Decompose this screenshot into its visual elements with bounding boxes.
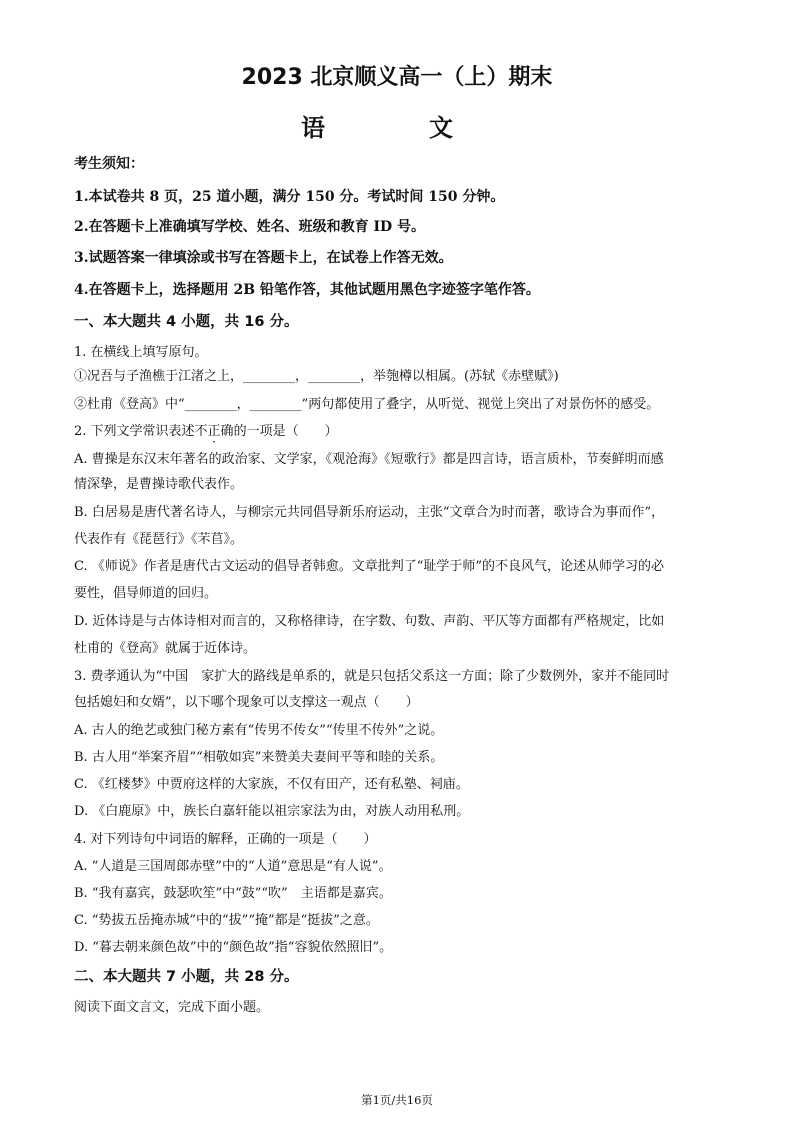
section-intro: 阅读下面文言文，完成下面小题。	[74, 1000, 270, 1015]
option-line: B. 古人用“举案齐眉”“相敬如宾”来赞美夫妻间平等和睦的关系。	[74, 750, 444, 765]
option-line: A. 曹操是东汉末年著名的政治家、文学家，《观沧海》《短歌行》都是四言诗，语言质朴，节奏鲜明而感	[74, 452, 664, 467]
notice-item: 3.试题答案一律填涂或书写在答题卡上，在试卷上作答无效。	[74, 250, 453, 266]
question-stem: 4. 对下列诗句中词语的解释，正确的一项是（ ）	[74, 832, 377, 847]
section-heading: 二、本大题共 7 小题，共 28 分。	[74, 969, 299, 985]
option-line: 要性，倡导师道的回归。	[74, 586, 218, 601]
notice-item: 4.在答题卡上，选择题用 2B 铅笔作答，其他试题用黑色字迹签字笔作答。	[74, 282, 540, 298]
option-line: 代表作有《琵琶行》《芣苢》。	[74, 532, 244, 547]
option-line: C. “势拔五岳掩赤城”中的“拔”“掩”都是“挺拔”之意。	[74, 913, 379, 928]
option-line: D. 近体诗是与古体诗相对而言的，又称格律诗，在字数、句数、声韵、平仄等方面都有严格规定，比如	[74, 614, 665, 629]
option-line: 杜甫的《登高》就属于近体诗。	[74, 641, 257, 656]
section-heading: 一、本大题共 4 小题，共 16 分。	[74, 314, 299, 330]
option-line: C. 《师说》作者是唐代古文运动的倡导者韩愈。文章批判了“耻学于师”的不良风气，论述从师学习的必	[74, 559, 665, 574]
question-stem: 3. 费孝通认为“中国 家扩大的路线是单系的，就是只包括父系这一方面；除了少数例外，家并不能同时	[74, 669, 670, 684]
question-stem	[74, 422, 724, 442]
option-line: A. “人道是三国周郎赤壁”中的“人道”意思是“有人说”。	[74, 859, 392, 874]
option-line: 情深挚，是曹操诗歌代表作。	[74, 477, 244, 492]
subject-title: 语 文	[301, 114, 493, 142]
option-line: D. 《白鹿原》中，族长白嘉轩能以祖宗家法为由，对族人动用私刑。	[74, 804, 470, 819]
stem-text: 2. 下列文学常识表述	[74, 424, 195, 439]
page-number: 第1页/共16页	[361, 1093, 433, 1107]
option-line: C. 《红楼梦》中贾府这样的大家族，不仅有田产，还有私塾、祠庙。	[74, 777, 469, 792]
stem-text: 的一项是（ ）	[233, 424, 338, 439]
notice-item: 2.在答题卡上准确填写学校、姓名、班级和教育 ID 号。	[74, 219, 426, 235]
question-line: ①况吾与子渔樵于江渚之上，________，________，举匏樽以相属。(苏轼《赤壁赋》)	[74, 369, 559, 384]
question-stem: 1. 在横线上填写原句。	[74, 345, 208, 360]
option-line: A. 古人的绝艺或独门秘方素有“传男不传女”“传里不传外”之说。	[74, 723, 444, 738]
emphasis-text: 不正确	[194, 424, 234, 439]
option-line: D. “暮去朝来颜色故”中的“颜色故”指“容貌依然照旧”。	[74, 940, 393, 955]
option-line: B. 白居易是唐代著名诗人，与柳宗元共同倡导新乐府运动，主张“文章合为时而著，歌诗合为事而作”，	[74, 505, 665, 520]
question-stem: 包括媳妇和女婿”，以下哪个现象可以支撑这一观点（ ）	[74, 695, 419, 710]
question-line: ②杜甫《登高》中“________，________”两句都使用了叠字，从听觉、视觉上突出了对景伤怀的感受。	[74, 397, 660, 412]
notice-heading: 考生须知：	[74, 156, 144, 172]
notice-item: 1.本试卷共 8 页，25 道小题，满分 150 分。考试时间 150 分钟。	[74, 189, 505, 205]
option-line: B. “我有嘉宾，鼓瑟吹笙”中“鼓”“吹” 主语都是嘉宾。	[74, 886, 392, 901]
exam-title: 2023 北京顺义高一（上）期末	[241, 65, 553, 90]
